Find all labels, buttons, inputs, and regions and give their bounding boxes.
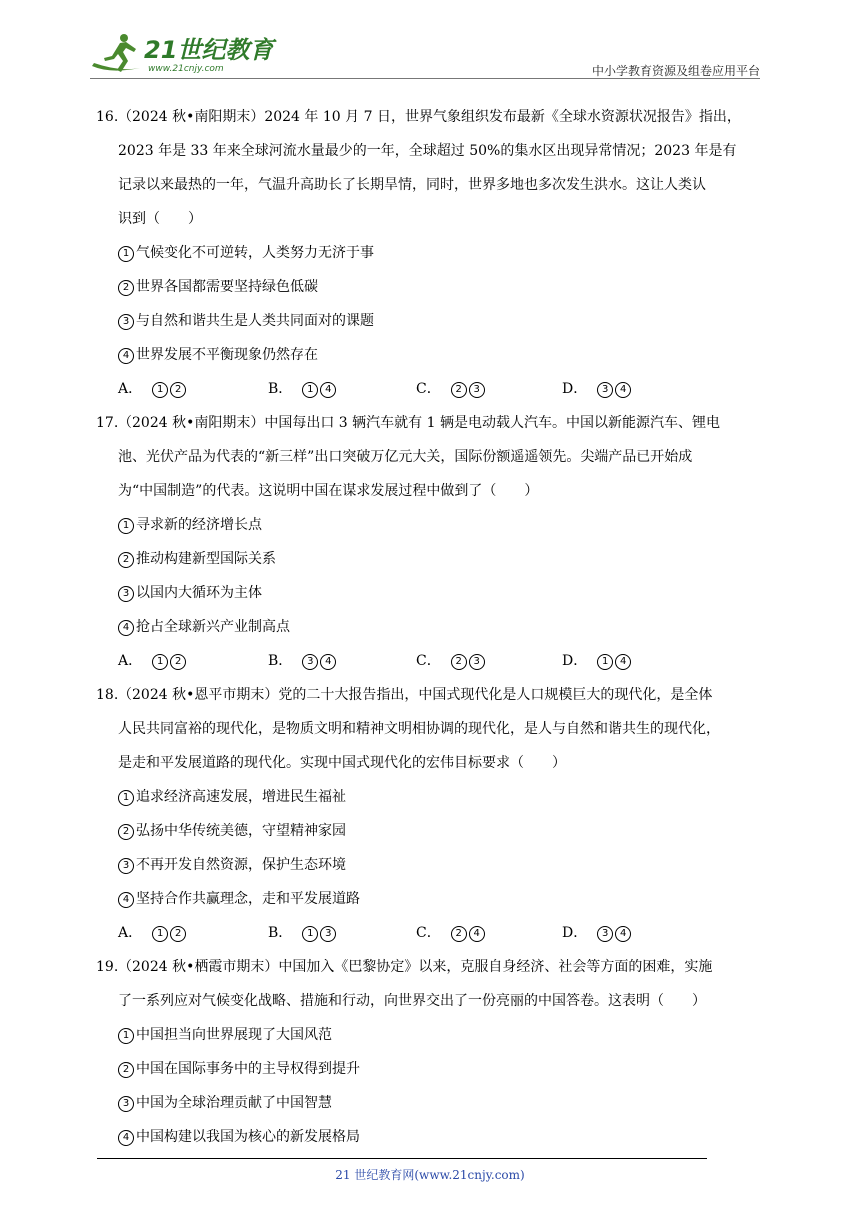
question-text-line: 识到（ ） [118,211,202,227]
circled-number: 1 [152,382,168,398]
statement-text: 推动构建新型国际关系 [136,551,276,567]
circled-number: 4 [615,654,631,670]
circled-number: 3 [597,926,613,942]
answer-choices [118,644,770,678]
statement-text: 弘扬中华传统美德，守望精神家园 [136,823,346,839]
circled-number: 1 [152,654,168,670]
circled-number: 1 [152,926,168,942]
answer-choice[interactable] [268,644,338,678]
footer-text: 21 世纪教育网(www.21cnjy.com) [335,1168,525,1182]
svg-text:www.21cnjy.com: www.21cnjy.com [148,64,224,74]
question-text-line: 记录以来最热的一年，气温升高助长了长期旱情，同时，世界多地也多次发生洪水。这让人类认 [118,177,706,193]
question-block [96,678,770,950]
question-text-line: （2024 秋•栖霞市期末）中国加入《巴黎协定》以来，克服自身经济、社会等方面的困难，实施 [118,959,713,975]
statement-text: 世界发展不平衡现象仍然存在 [136,347,318,363]
choice-letter: B． [268,925,293,941]
question-block [96,406,770,678]
question-stem [96,678,770,780]
statement-option [118,882,770,916]
circled-number: 2 [170,926,186,942]
answer-choice[interactable] [268,372,338,406]
circled-number: 4 [118,620,134,636]
question-block [96,100,770,406]
choice-letter: D． [562,653,588,669]
statement-option [118,304,770,338]
statement-option [118,780,770,814]
circled-number: 4 [118,1130,134,1146]
answer-choice[interactable] [416,372,487,406]
circled-number: 4 [118,892,134,908]
svg-text:21世纪教育: 21世纪教育 [144,36,274,64]
circled-number: 3 [597,382,613,398]
statement-option [118,508,770,542]
circled-number: 2 [451,926,467,942]
choice-letter: D． [562,925,588,941]
circled-number: 1 [118,246,134,262]
choice-letter: B． [268,653,293,669]
circled-number: 1 [302,382,318,398]
circled-number: 3 [118,586,134,602]
circled-number: 2 [118,1062,134,1078]
choice-letter: A． [118,653,143,669]
statement-option [118,814,770,848]
answer-choices [118,916,770,950]
circled-number: 4 [615,382,631,398]
circled-number: 2 [118,280,134,296]
statement-text: 抢占全球新兴产业制高点 [136,619,290,635]
page-header [90,28,760,80]
circled-number: 3 [469,654,485,670]
circled-number: 4 [615,926,631,942]
circled-number: 1 [597,654,613,670]
statement-text: 追求经济高速发展，增进民生福祉 [136,789,346,805]
circled-number: 4 [320,382,336,398]
statement-option [118,338,770,372]
statement-option [118,1086,770,1120]
question-text-line: 池、光伏产品为代表的“新三样”出口突破万亿元大关，国际份额遥遥领先。尖端产品已开始成 [118,449,693,465]
circled-number: 1 [302,926,318,942]
circled-number: 3 [118,314,134,330]
choice-letter: C． [416,925,441,941]
question-stem [96,406,770,508]
choice-letter: D． [562,381,588,397]
statement-text: 与自然和谐共生是人类共同面对的课题 [136,313,374,329]
question-number: 16. [96,109,119,125]
answer-choice[interactable] [118,372,188,406]
statement-text: 不再开发自然资源，保护生态环境 [136,857,346,873]
circled-number: 1 [118,1028,134,1044]
statement-text: 中国在国际事务中的主导权得到提升 [136,1061,360,1077]
answer-choice[interactable] [118,644,188,678]
platform-text: 中小学教育资源及组卷应用平台 [591,64,760,78]
answer-choice[interactable] [416,916,487,950]
circled-number: 3 [118,1096,134,1112]
site-logo [90,28,274,78]
circled-number: 4 [118,348,134,364]
statement-text: 寻求新的经济增长点 [136,517,262,533]
choice-letter: C． [416,653,441,669]
circled-number: 3 [469,382,485,398]
question-text-line: 了一系列应对气候变化战略、措施和行动，向世界交出了一份亮丽的中国答卷。这表明（ ） [118,993,706,1009]
circled-number: 4 [320,654,336,670]
answer-choice[interactable] [118,916,188,950]
statement-option [118,1120,770,1154]
choice-letter: A． [118,925,143,941]
choice-letter: A． [118,381,143,397]
circled-number: 3 [320,926,336,942]
question-text-line: （2024 秋•南阳期末）中国每出口 3 辆汽车就有 1 辆是电动载人汽车。中国以新能源汽车、锂电 [118,415,720,431]
circled-number: 2 [118,552,134,568]
question-number: 19. [96,959,119,975]
statement-text: 气候变化不可逆转，人类努力无济于事 [136,245,374,261]
statement-option [118,576,770,610]
question-stem [96,950,770,1018]
statement-text: 坚持合作共赢理念，走和平发展道路 [136,891,360,907]
statement-option [118,1018,770,1052]
statement-option [118,270,770,304]
circled-number: 1 [118,790,134,806]
statement-option [118,1052,770,1086]
question-block [96,950,770,1154]
statement-text: 中国为全球治理贡献了中国智慧 [136,1095,332,1111]
circled-number: 2 [170,654,186,670]
statement-option [118,848,770,882]
circled-number: 2 [451,654,467,670]
answer-choice[interactable] [562,644,633,678]
circled-number: 4 [469,926,485,942]
circled-number: 2 [451,382,467,398]
question-list [96,100,770,1154]
question-text-line: 人民共同富裕的现代化，是物质文明和精神文明相协调的现代化，是人与自然和谐共生的现代化， [118,721,720,737]
statement-option [118,236,770,270]
header-divider [90,78,760,79]
circled-number: 2 [118,824,134,840]
circled-number: 1 [118,518,134,534]
question-number: 17. [96,415,119,431]
circled-number: 2 [170,382,186,398]
circled-number: 3 [118,858,134,874]
answer-choice[interactable] [268,916,338,950]
statement-text: 世界各国都需要坚持绿色低碳 [136,279,318,295]
answer-choices [118,372,770,406]
choice-letter: C． [416,381,441,397]
statement-text: 中国构建以我国为核心的新发展格局 [136,1129,360,1145]
statement-option [118,542,770,576]
answer-choice[interactable] [416,644,487,678]
question-text-line: 是走和平发展道路的现代化。实现中国式现代化的宏伟目标要求（ ） [118,755,566,771]
statement-option [118,610,770,644]
statement-text: 中国担当向世界展现了大国风范 [136,1027,332,1043]
footer-divider [97,1158,707,1159]
question-text-line: 2023 年是 33 年来全球河流水量最少的一年，全球超过 50%的集水区出现异常情况；2023 年是有 [118,143,737,159]
statement-text: 以国内大循环为主体 [136,585,262,601]
question-text-line: 为“中国制造”的代表。这说明中国在谋求发展过程中做到了（ ） [118,483,539,499]
question-stem [96,100,770,236]
question-number: 18. [96,687,119,703]
question-text-line: （2024 秋•恩平市期末）党的二十大报告指出，中国式现代化是人口规模巨大的现代化，是全体 [118,687,713,703]
circled-number: 3 [302,654,318,670]
answer-choice[interactable] [562,916,633,950]
answer-choice[interactable] [562,372,633,406]
question-text-line: （2024 秋•南阳期末）2024 年 10 月 7 日，世界气象组织发布最新《全球水资源状况报告》指出， [118,109,741,125]
choice-letter: B． [268,381,293,397]
